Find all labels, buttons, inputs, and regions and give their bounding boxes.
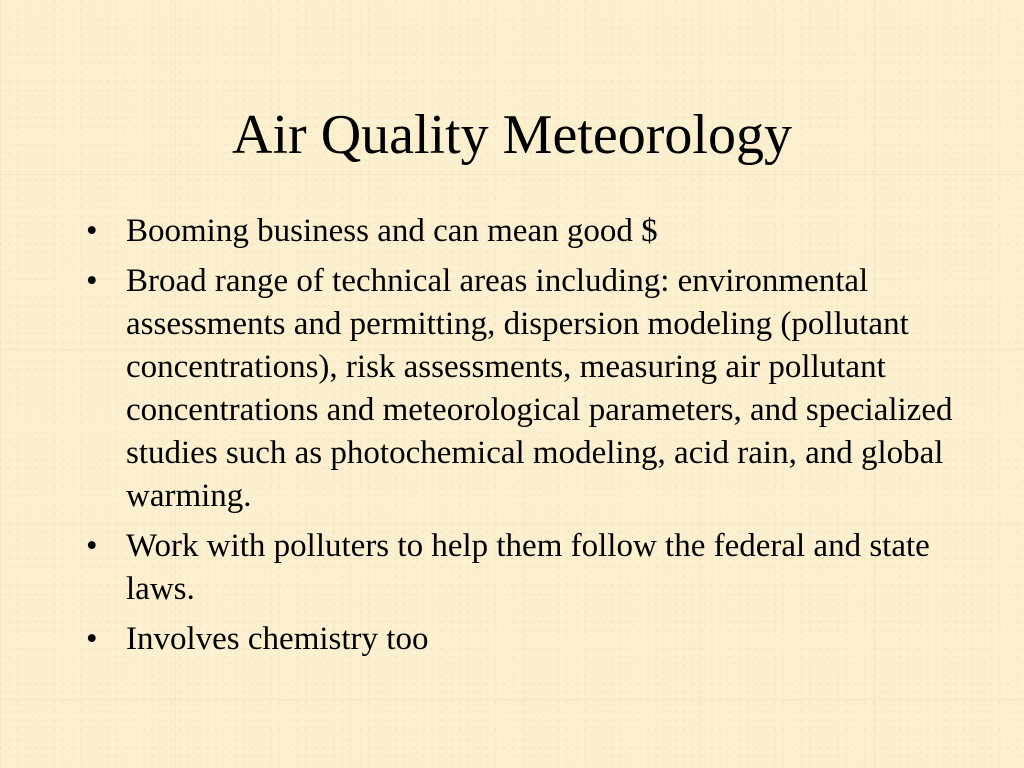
bullet-icon: • [86,263,98,299]
bullet-text: Work with polluters to help them follow the federal and state laws. [126,528,930,607]
bullet-item-chemistry [80,618,960,661]
slide-title: Air Quality Meteorology [232,104,792,166]
bullet-item-technical-areas [80,260,960,518]
bullet-item-work-with-polluters [80,525,960,611]
bullet-icon: • [86,213,98,249]
bullet-icon: • [86,621,98,657]
bullet-item-booming-business [80,210,960,253]
bullet-list [80,210,960,668]
bullet-icon: • [86,528,98,564]
bullet-text: Involves chemistry too [126,621,429,657]
bullet-text: Broad range of technical areas including: environmental assessments and permitting, dispersion modeling (pollutant concentrations), risk assessments, measuring air pollutant concentrations and meteorological parameters, and specialized studies such as photochemical modeling, acid rain, and global warming. [126,263,953,514]
bullet-text: Booming business and can mean good $ [126,213,658,249]
